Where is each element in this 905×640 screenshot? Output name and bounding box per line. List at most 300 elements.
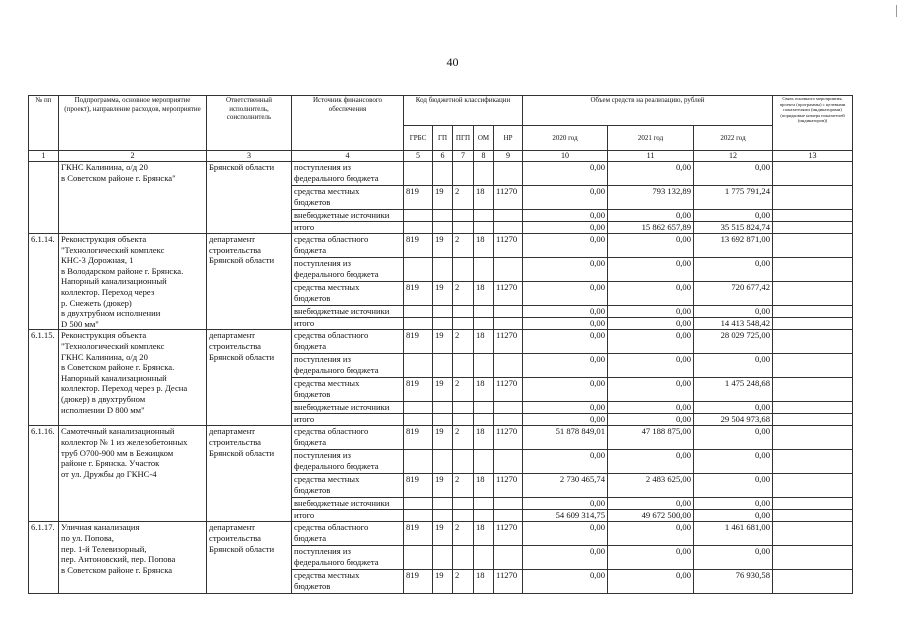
- funding-source: [292, 402, 404, 414]
- measure-title: [59, 330, 207, 426]
- indicator-link: [773, 318, 853, 330]
- measure-executor: [207, 426, 292, 522]
- grbs-code: 819: [404, 426, 433, 450]
- amount-2021: 0,00: [608, 402, 694, 414]
- nr-code: [494, 162, 523, 186]
- text-line: коллектор № 1 из железобетонных: [61, 436, 188, 447]
- gp-code: [433, 510, 453, 522]
- header-source: Источник финансового обеспечения: [292, 96, 404, 151]
- header-measure: Подпрограмма, основное мероприятие (проект), направление расходов, мероприятие: [59, 96, 207, 151]
- amount-2020: 0,00: [523, 414, 608, 426]
- nr-code: [494, 318, 523, 330]
- amount-2021: 49 672 500,00: [608, 510, 694, 522]
- grbs-code: 819: [404, 474, 433, 498]
- measure-title: [59, 234, 207, 330]
- om-code: 18: [474, 186, 494, 210]
- funding-source: [292, 522, 404, 546]
- column-number-cell: 7: [453, 151, 474, 162]
- indicator-link: [773, 282, 853, 306]
- page-number: 40: [446, 55, 459, 69]
- amount-2022: 1 461 681,00: [694, 522, 773, 546]
- header-gp: ГП: [433, 126, 453, 151]
- amount-2020: 54 609 314,75: [523, 510, 608, 522]
- pgp-code: 2: [453, 378, 474, 402]
- om-code: 18: [474, 570, 494, 594]
- text-line: строительства: [209, 532, 261, 543]
- text-line: бюджетов: [294, 580, 331, 591]
- header-om: ОМ: [474, 126, 494, 151]
- amount-2022: 35 515 824,74: [694, 222, 773, 234]
- text-line: федерального бюджета: [294, 364, 379, 375]
- amount-2022: 1 475 248,68: [694, 378, 773, 402]
- indicator-link: [773, 234, 853, 258]
- text-line: Реконструкция объекта: [61, 234, 147, 244]
- measure-number: 6.1.17.: [29, 522, 59, 594]
- amount-2021: 0,00: [608, 330, 694, 354]
- column-number-cell: 8: [474, 151, 494, 162]
- text-line: итого: [294, 510, 315, 521]
- om-code: 18: [474, 378, 494, 402]
- nr-code: 11270: [494, 474, 523, 498]
- om-code: [474, 318, 494, 330]
- column-number-cell: 4: [292, 151, 404, 162]
- grbs-code: [404, 258, 433, 282]
- amount-2022: 0,00: [694, 210, 773, 222]
- pgp-code: [453, 354, 474, 378]
- funding-source: [292, 210, 404, 222]
- grbs-code: 819: [404, 330, 433, 354]
- om-code: [474, 414, 494, 426]
- indicator-link: [773, 402, 853, 414]
- gp-code: [433, 402, 453, 414]
- amount-2020: 0,00: [523, 546, 608, 570]
- funding-source: [292, 162, 404, 186]
- om-code: [474, 210, 494, 222]
- gp-code: [433, 354, 453, 378]
- amount-2022: 14 413 548,42: [694, 318, 773, 330]
- amount-2020: 0,00: [523, 258, 608, 282]
- indicator-link: [773, 510, 853, 522]
- text-line: Брянской области: [209, 351, 275, 362]
- funding-source: [292, 330, 404, 354]
- text-line: бюджетов: [294, 292, 331, 303]
- text-line: бюджетов: [294, 388, 331, 399]
- measure-number: 6.1.15.: [29, 330, 59, 426]
- pgp-code: [453, 210, 474, 222]
- text-line: бюджета: [294, 340, 327, 351]
- pgp-code: [453, 402, 474, 414]
- text-line: Уличная канализация: [61, 522, 140, 533]
- text-line: федерального бюджета: [294, 172, 379, 183]
- text-line: средства местных: [294, 282, 360, 293]
- header-volume: Объем средств на реализацию, рублей: [523, 96, 773, 126]
- nr-code: 11270: [494, 426, 523, 450]
- amount-2022: 720 677,42: [694, 282, 773, 306]
- measure-number: [29, 162, 59, 234]
- funding-source: [292, 306, 404, 318]
- indicator-link: [773, 378, 853, 402]
- text-line: "Технологический комплекс: [61, 340, 165, 351]
- funding-source: [292, 498, 404, 510]
- amount-2020: 0,00: [523, 162, 608, 186]
- measure-title: [59, 522, 207, 594]
- pgp-code: [453, 450, 474, 474]
- pgp-code: [453, 222, 474, 234]
- om-code: [474, 354, 494, 378]
- measure-title: [59, 426, 207, 522]
- text-line: Брянской области: [209, 543, 275, 554]
- text-line: коллектор. Переход через р. Десна: [61, 383, 188, 394]
- margin-mark: [896, 5, 897, 17]
- text-line: пер. 1-й Телевизорный,: [61, 543, 147, 554]
- funding-source: [292, 282, 404, 306]
- amount-2021: 0,00: [608, 162, 694, 186]
- text-line: бюджетов: [294, 484, 331, 495]
- pgp-code: [453, 546, 474, 570]
- text-line: строительства: [209, 436, 261, 447]
- indicator-link: [773, 162, 853, 186]
- nr-code: [494, 222, 523, 234]
- measure-number: 6.1.14.: [29, 234, 59, 330]
- amount-2020: 0,00: [523, 498, 608, 510]
- indicator-link: [773, 222, 853, 234]
- text-line: средства областного: [294, 426, 369, 437]
- text-line: департамент: [209, 330, 256, 341]
- om-code: 18: [474, 330, 494, 354]
- measure-executor: [207, 522, 292, 594]
- text-line: внебюджетные источники: [294, 402, 390, 413]
- table-row: [29, 234, 853, 258]
- indicator-link: [773, 450, 853, 474]
- header-year-2021: 2021 год: [608, 126, 694, 151]
- text-line: бюджета: [294, 532, 327, 543]
- amount-2021: 15 862 657,89: [608, 222, 694, 234]
- column-number-cell: 6: [433, 151, 453, 162]
- column-number-cell: 3: [207, 151, 292, 162]
- text-line: внебюджетные источники: [294, 210, 390, 220]
- gp-code: [433, 306, 453, 318]
- indicator-link: [773, 498, 853, 510]
- grbs-code: 819: [404, 378, 433, 402]
- text-line: средства областного: [294, 234, 369, 244]
- text-line: бюджета: [294, 244, 327, 255]
- om-code: 18: [474, 522, 494, 546]
- amount-2020: 0,00: [523, 234, 608, 258]
- amount-2022: 0,00: [694, 546, 773, 570]
- om-code: [474, 222, 494, 234]
- table-row: [29, 426, 853, 450]
- amount-2021: 0,00: [608, 378, 694, 402]
- amount-2022: 76 930,58: [694, 570, 773, 594]
- amount-2022: 0,00: [694, 426, 773, 450]
- gp-code: 19: [433, 186, 453, 210]
- amount-2020: 0,00: [523, 402, 608, 414]
- text-line: "Технологический комплекс: [61, 244, 165, 255]
- amount-2022: 0,00: [694, 510, 773, 522]
- gp-code: [433, 222, 453, 234]
- grbs-code: 819: [404, 186, 433, 210]
- grbs-code: 819: [404, 522, 433, 546]
- text-line: Брянской области: [209, 162, 275, 172]
- nr-code: 11270: [494, 522, 523, 546]
- text-line: федерального бюджета: [294, 556, 379, 567]
- amount-2021: 47 188 875,00: [608, 426, 694, 450]
- grbs-code: 819: [404, 570, 433, 594]
- pgp-code: 2: [453, 234, 474, 258]
- amount-2021: 0,00: [608, 210, 694, 222]
- om-code: [474, 162, 494, 186]
- gp-code: [433, 162, 453, 186]
- om-code: [474, 402, 494, 414]
- header-num: № пп: [29, 96, 59, 151]
- grbs-code: [404, 162, 433, 186]
- text-line: итого: [294, 414, 315, 425]
- gp-code: 19: [433, 474, 453, 498]
- text-line: в Советском районе г. Брянска": [61, 172, 176, 183]
- measure-executor: [207, 234, 292, 330]
- nr-code: 11270: [494, 282, 523, 306]
- amount-2020: 51 878 849,01: [523, 426, 608, 450]
- text-line: исполнении D 800 мм": [61, 404, 145, 415]
- indicator-link: [773, 354, 853, 378]
- text-line: строительства: [209, 244, 261, 255]
- nr-code: [494, 258, 523, 282]
- text-line: в Володарском районе г. Брянска.: [61, 265, 184, 276]
- text-line: поступления из: [294, 546, 351, 557]
- text-line: в Советском районе г. Брянска.: [61, 362, 175, 373]
- amount-2021: 793 132,89: [608, 186, 694, 210]
- indicator-link: [773, 210, 853, 222]
- text-line: бюджета: [294, 436, 327, 447]
- grbs-code: [404, 354, 433, 378]
- text-line: труб О700-900 мм в Бежицком: [61, 447, 174, 458]
- grbs-code: [404, 510, 433, 522]
- amount-2022: 13 692 871,00: [694, 234, 773, 258]
- text-line: КНС-3 Дорожная, 1: [61, 255, 134, 266]
- text-line: (дюкер) в двухтрубном: [61, 393, 146, 404]
- grbs-code: 819: [404, 282, 433, 306]
- pgp-code: [453, 318, 474, 330]
- amount-2022: 0,00: [694, 474, 773, 498]
- amount-2022: 0,00: [694, 402, 773, 414]
- amount-2021: 0,00: [608, 282, 694, 306]
- pgp-code: [453, 510, 474, 522]
- grbs-code: [404, 450, 433, 474]
- gp-code: [433, 258, 453, 282]
- pgp-code: 2: [453, 330, 474, 354]
- column-number-cell: 9: [494, 151, 523, 162]
- amount-2022: 0,00: [694, 354, 773, 378]
- pgp-code: 2: [453, 570, 474, 594]
- text-line: итого: [294, 318, 315, 329]
- text-line: D 500 мм": [61, 318, 99, 329]
- gp-code: 19: [433, 570, 453, 594]
- funding-source: [292, 354, 404, 378]
- text-line: ГКНС Калинина, о/д 20: [61, 351, 148, 362]
- funding-source: [292, 426, 404, 450]
- text-line: федерального бюджета: [294, 268, 379, 279]
- nr-code: 11270: [494, 378, 523, 402]
- gp-code: [433, 414, 453, 426]
- funding-source: [292, 222, 404, 234]
- text-line: средства местных: [294, 378, 360, 389]
- om-code: 18: [474, 474, 494, 498]
- nr-code: [494, 450, 523, 474]
- om-code: [474, 258, 494, 282]
- om-code: [474, 498, 494, 510]
- amount-2021: 0,00: [608, 522, 694, 546]
- om-code: [474, 510, 494, 522]
- amount-2022: 28 029 725,00: [694, 330, 773, 354]
- pgp-code: [453, 414, 474, 426]
- amount-2021: 0,00: [608, 354, 694, 378]
- text-line: пер. Антоновский, пер. Попова: [61, 554, 176, 565]
- text-line: федерального бюджета: [294, 460, 379, 471]
- column-number-cell: 11: [608, 151, 694, 162]
- funding-source: [292, 510, 404, 522]
- amount-2022: 0,00: [694, 258, 773, 282]
- text-line: в двухтрубном исполнении: [61, 308, 161, 319]
- nr-code: 11270: [494, 234, 523, 258]
- om-code: [474, 450, 494, 474]
- text-line: средства областного: [294, 522, 369, 533]
- indicator-link: [773, 570, 853, 594]
- text-line: внебюджетные источники: [294, 306, 390, 317]
- text-line: р. Снежеть (дюкер): [61, 297, 132, 308]
- text-line: департамент: [209, 426, 256, 437]
- pgp-code: 2: [453, 282, 474, 306]
- funding-source: [292, 186, 404, 210]
- budget-table: [28, 95, 853, 594]
- funding-source: [292, 474, 404, 498]
- column-number-cell: 10: [523, 151, 608, 162]
- nr-code: [494, 510, 523, 522]
- amount-2021: 2 483 625,00: [608, 474, 694, 498]
- nr-code: [494, 414, 523, 426]
- column-number-cell: 2: [59, 151, 207, 162]
- grbs-code: [404, 414, 433, 426]
- gp-code: 19: [433, 378, 453, 402]
- pgp-code: 2: [453, 186, 474, 210]
- column-number-cell: 1: [29, 151, 59, 162]
- nr-code: [494, 546, 523, 570]
- om-code: [474, 546, 494, 570]
- grbs-code: [404, 546, 433, 570]
- text-line: бюджетов: [294, 196, 331, 207]
- pgp-code: [453, 162, 474, 186]
- amount-2022: 0,00: [694, 450, 773, 474]
- grbs-code: 819: [404, 234, 433, 258]
- funding-source: [292, 570, 404, 594]
- funding-source: [292, 378, 404, 402]
- grbs-code: [404, 222, 433, 234]
- pgp-code: 2: [453, 474, 474, 498]
- gp-code: 19: [433, 522, 453, 546]
- measure-executor: [207, 162, 292, 234]
- table-row: [29, 330, 853, 354]
- text-line: Напорный канализационный: [61, 276, 167, 287]
- grbs-code: [404, 318, 433, 330]
- funding-source: [292, 450, 404, 474]
- text-line: в Советском районе г. Брянска: [61, 564, 173, 575]
- text-line: поступления из: [294, 162, 351, 172]
- om-code: 18: [474, 426, 494, 450]
- measure-title: [59, 162, 207, 234]
- pgp-code: 2: [453, 426, 474, 450]
- amount-2022: 0,00: [694, 162, 773, 186]
- pgp-code: [453, 306, 474, 318]
- amount-2022: 0,00: [694, 306, 773, 318]
- funding-source: [292, 234, 404, 258]
- amount-2020: 0,00: [523, 222, 608, 234]
- gp-code: [433, 546, 453, 570]
- nr-code: 11270: [494, 570, 523, 594]
- header-link: Связь основного мероприятия, проекта (программы) с целевыми показателями (индикаторами) (порядковые номера показателей (индикаторов)): [773, 96, 853, 151]
- text-line: внебюджетные источники: [294, 498, 390, 509]
- header-grbs: ГРБС: [404, 126, 433, 151]
- om-code: [474, 306, 494, 318]
- amount-2021: 0,00: [608, 414, 694, 426]
- grbs-code: [404, 402, 433, 414]
- grbs-code: [404, 498, 433, 510]
- amount-2021: 0,00: [608, 306, 694, 318]
- pgp-code: [453, 498, 474, 510]
- indicator-link: [773, 546, 853, 570]
- gp-code: [433, 210, 453, 222]
- om-code: 18: [474, 234, 494, 258]
- text-line: поступления из: [294, 354, 351, 365]
- amount-2022: 1 775 791,24: [694, 186, 773, 210]
- gp-code: 19: [433, 234, 453, 258]
- text-line: поступления из: [294, 258, 351, 269]
- amount-2020: 2 730 465,74: [523, 474, 608, 498]
- amount-2021: 0,00: [608, 234, 694, 258]
- text-line: Самотечный канализационный: [61, 426, 175, 437]
- grbs-code: [404, 210, 433, 222]
- column-number-cell: 12: [694, 151, 773, 162]
- header-nr: НР: [494, 126, 523, 151]
- amount-2020: 0,00: [523, 522, 608, 546]
- gp-code: [433, 498, 453, 510]
- nr-code: 11270: [494, 186, 523, 210]
- text-line: Брянской области: [209, 447, 275, 458]
- nr-code: 11270: [494, 330, 523, 354]
- amount-2020: 0,00: [523, 210, 608, 222]
- funding-source: [292, 258, 404, 282]
- indicator-link: [773, 306, 853, 318]
- amount-2020: 0,00: [523, 450, 608, 474]
- om-code: 18: [474, 282, 494, 306]
- amount-2020: 0,00: [523, 354, 608, 378]
- pgp-code: 2: [453, 522, 474, 546]
- header-pgp: ПГП: [453, 126, 474, 151]
- text-line: средства местных: [294, 186, 360, 196]
- header-year-2022: 2022 год: [694, 126, 773, 151]
- text-line: по ул. Попова,: [61, 532, 114, 543]
- indicator-link: [773, 474, 853, 498]
- text-line: Брянской области: [209, 255, 275, 266]
- column-number-cell: 13: [773, 151, 853, 162]
- indicator-link: [773, 522, 853, 546]
- amount-2020: 0,00: [523, 306, 608, 318]
- table-row: [29, 162, 853, 186]
- measure-number: 6.1.16.: [29, 426, 59, 522]
- amount-2022: 0,00: [694, 498, 773, 510]
- text-line: районе г. Брянска. Участок: [61, 458, 160, 469]
- text-line: ГКНС Калинина, о/д 20: [61, 162, 148, 172]
- table-row: [29, 522, 853, 546]
- gp-code: 19: [433, 426, 453, 450]
